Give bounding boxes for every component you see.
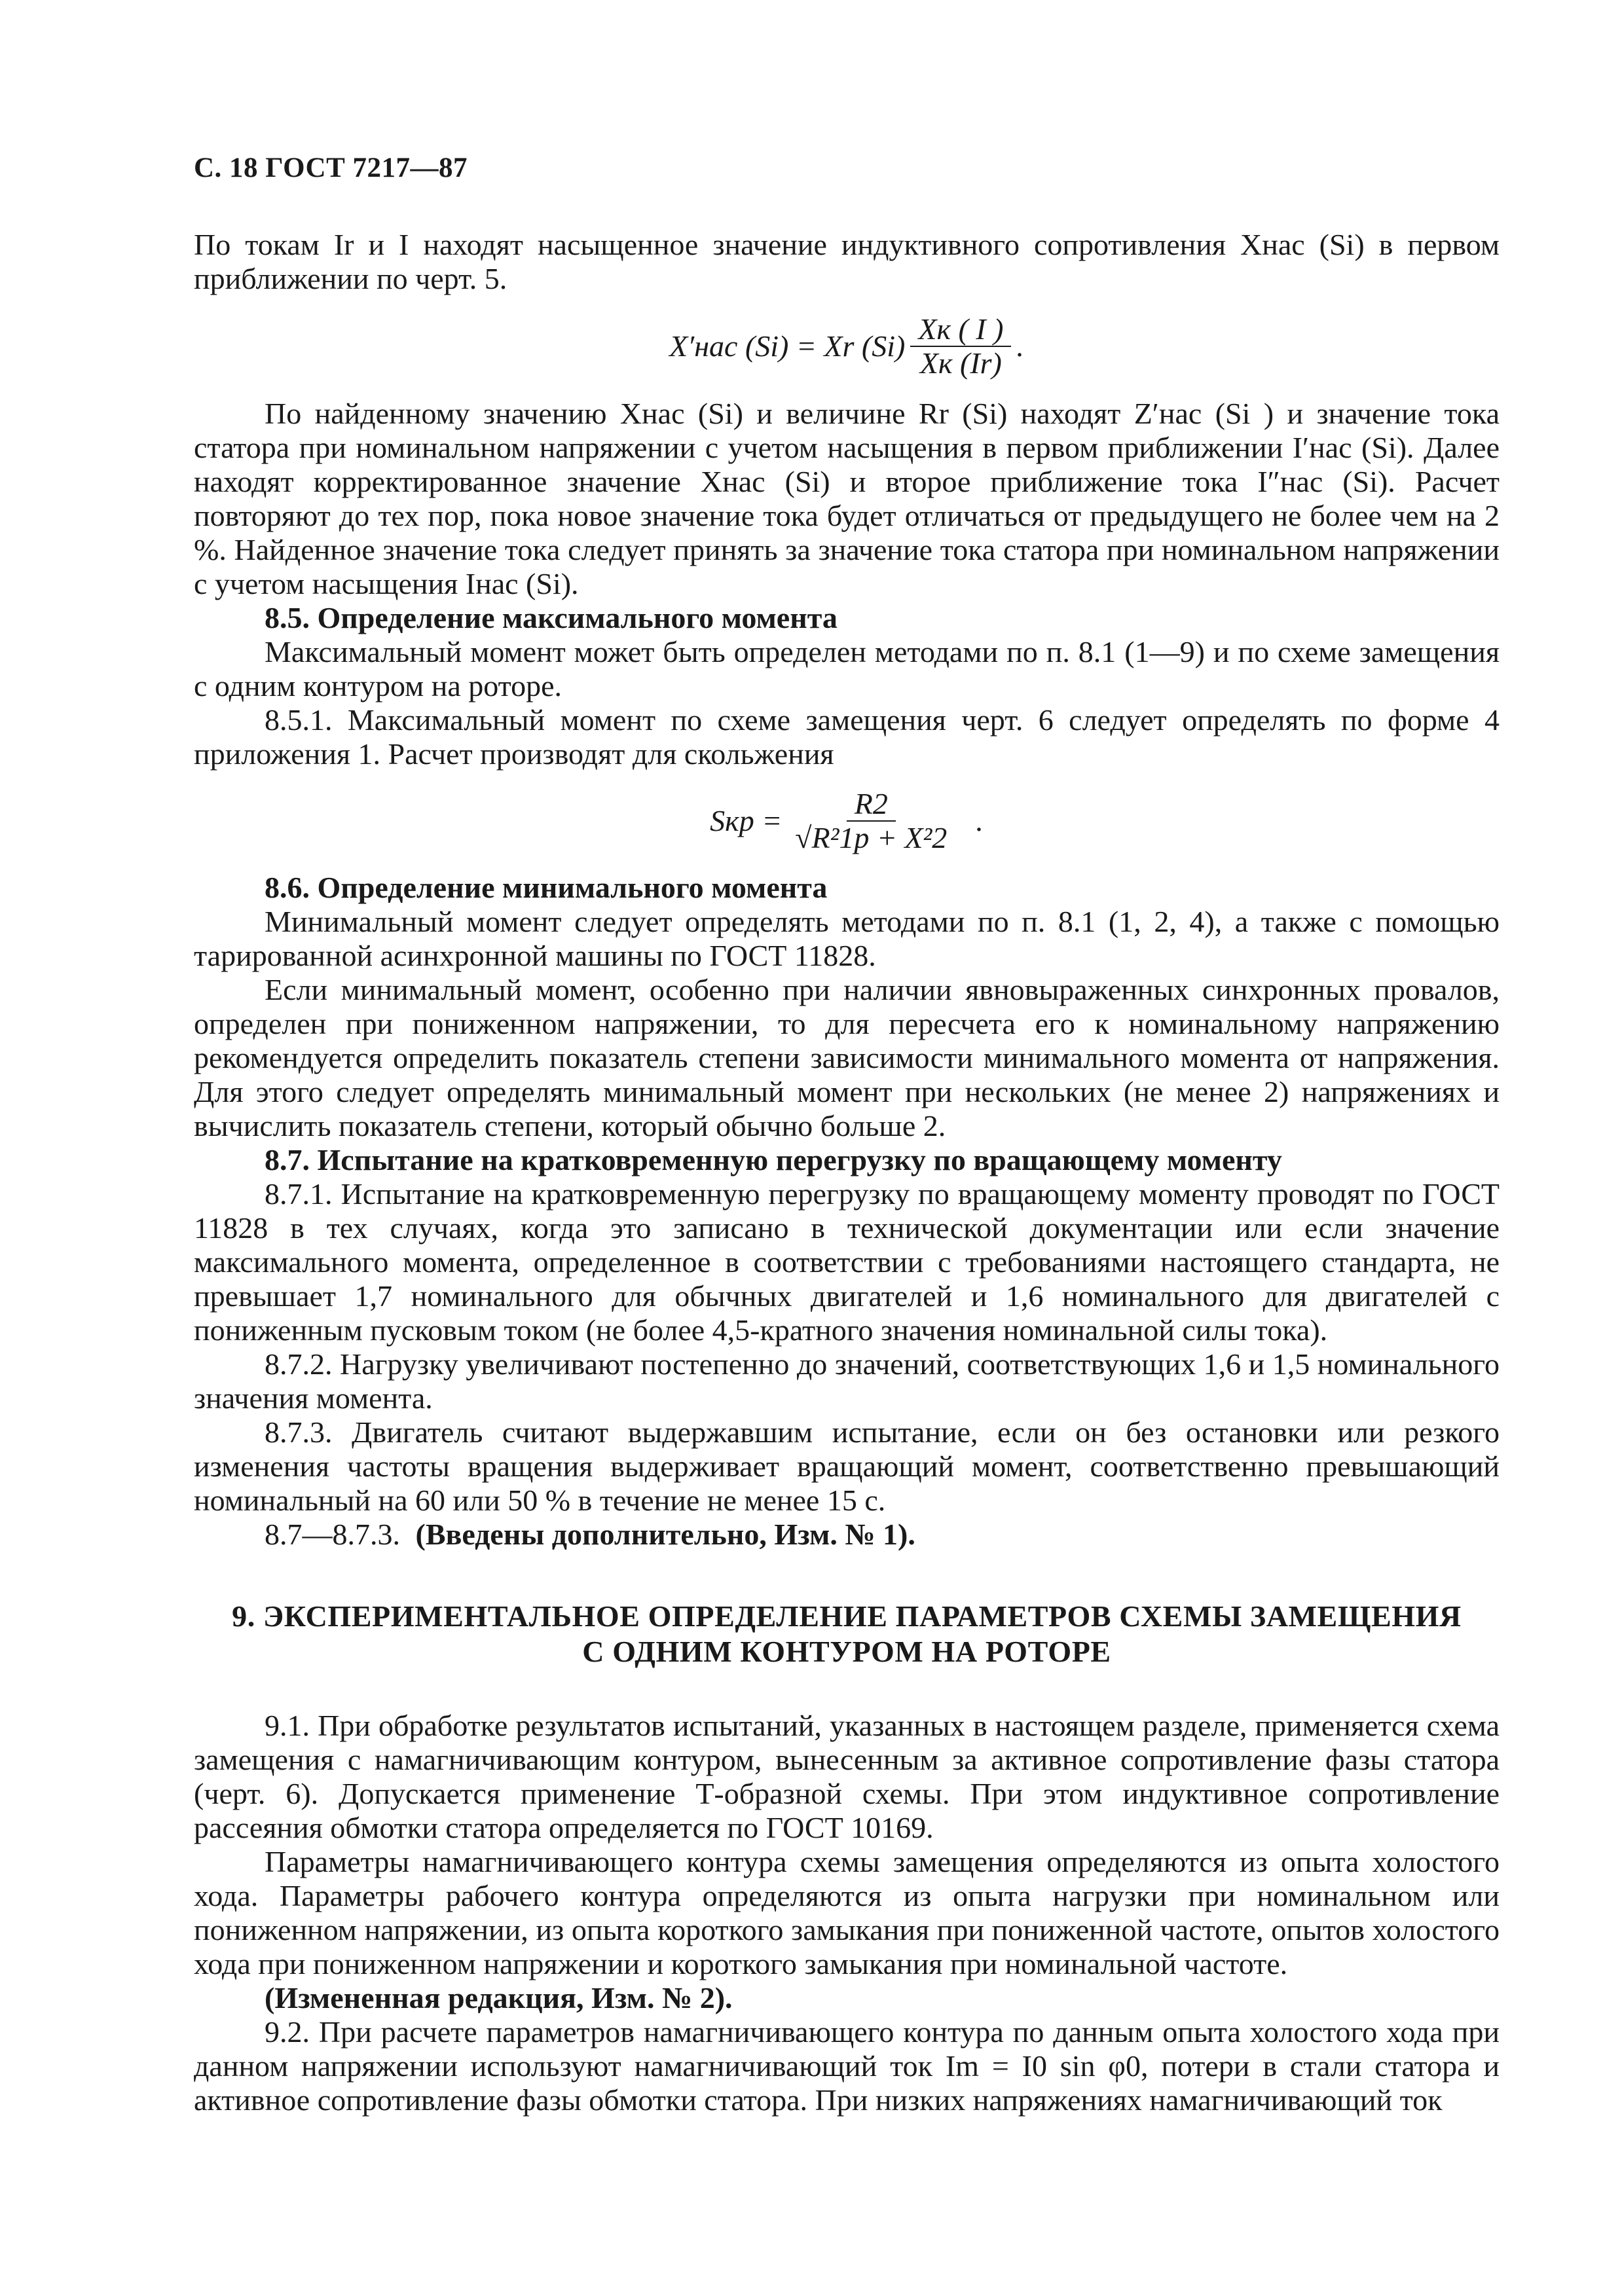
section-8-7-1-text: 8.7.1. Испытание на кратковременную перегрузку по вращающему моменту проводят по ГОСТ 11828 в тех случаях, когда это записано в технической документации или если значение максимального момента, определенное в соответствии с требованиями настоящего стандарта, не превышает 1,7 номинального для обычных двигателей и 1,6 номинального для двигателей с пониженным пусковым током (не более 4,5-кратного значения номинальной силы тока).: [194, 1177, 1500, 1347]
section-8-7-note: [194, 1518, 1500, 1552]
page-header: С. 18 ГОСТ 7217—87: [194, 153, 468, 183]
section-9-2-text: 9.2. При расчете параметров намагничивающего контура по данным опыта холостого хода при данном напряжении используют намагничивающий ток Im = I0 sin φ0, потери в стали статора и активное сопротивление фазы обмотки статора. При низких напряжениях намагничивающий ток: [194, 2015, 1500, 2117]
section-8-7-title: 8.7. Испытание на кратковременную перегрузку по вращающему моменту: [265, 1143, 1282, 1176]
paragraph-iteration: По найденному значению Xнас (Si) и величине Rr (Si) находят Z′нас (Si ) и значение тока статора при номинальном напряжении с учетом насыщения в первом приближении I′нас (Si). Далее находят корректированное значение Xнас (Si) и второе приближение тока I″нас (Si). Расчет повторяют до тех пор, пока новое значение тока будет отличаться от предыдущего не более чем на 2 %. Найденное значение тока следует принять за значение тока статора при номинальном напряжении с учетом насыщения Iнас (Si).: [194, 397, 1500, 600]
formula1-denominator: Xк (Ir): [919, 346, 1002, 380]
formula-saturated-reactance: [194, 308, 1500, 385]
paragraph-currents: По токам Ir и I находят насыщенное значение индуктивного сопротивления Xнас (Si) в первом приближении по черт. 5.: [194, 228, 1500, 295]
formula2-fraction: [787, 788, 955, 854]
formula1-lhs: X′нас (Si) = Xr (Si): [669, 329, 906, 363]
chapter-9-title-line-2: С ОДНИМ КОНТУРОМ НА РОТОРЕ: [582, 1635, 1111, 1668]
section-8-7-2-text: 8.7.2. Нагрузку увеличивают постепенно до значений, соответствующих 1,6 и 1,5 номинального значения момента.: [194, 1347, 1500, 1415]
section-9-1-text: 9.1. При обработке результатов испытаний, указанных в настоящем разделе, применяется схема замещения с намагничивающим контуром, вынесенным за активное сопротивление фазы статора (черт. 6). Допускается применение Т-образной схемы. При этом индуктивное сопротивление рассеяния обмотки статора определяется по ГОСТ 10169.: [194, 1709, 1500, 1844]
formula2-denominator: √R²1р + X²2: [795, 821, 948, 854]
formula1-tail: .: [1016, 329, 1024, 363]
section-8-5-text: Максимальный момент может быть определен методами по п. 8.1 (1—9) и по схеме замещения с одним контуром на роторе.: [194, 635, 1500, 702]
document-body: [194, 228, 1500, 2117]
formula1-fraction: [910, 313, 1011, 380]
section-9-1-note: (Измененная редакция, Изм. № 2).: [265, 1981, 733, 2014]
section-9-1-text-2: Параметры намагничивающего контура схемы замещения определяются из опыта холостого хода. Параметры рабочего контура определяются из опыта нагрузки при номинальном или пониженном напряжении, из опыта короткого замыкания при пониженной частоте, опытов холостого хода при пониженном напряжении и короткого замыкания при номинальной частоте.: [194, 1845, 1500, 1980]
chapter-9-title: [194, 1599, 1500, 1669]
formula2-lhs: Sкр =: [710, 804, 783, 837]
chapter-9-title-line-1: 9. ЭКСПЕРИМЕНТАЛЬНОЕ ОПРЕДЕЛЕНИЕ ПАРАМЕТРОВ СХЕМЫ ЗАМЕЩЕНИЯ: [232, 1599, 1462, 1633]
formula2-numerator: R2: [847, 788, 896, 822]
section-8-7-3-text: 8.7.3. Двигатель считают выдержавшим испытание, если он без остановки или резкого изменения частоты вращения выдерживает вращающий момент, соответственно превышающий номинальный на 60 или 50 % в течение не менее 15 с.: [194, 1415, 1500, 1517]
section-8-7-note-bold: (Введены дополнительно, Изм. № 1).: [415, 1518, 915, 1551]
formula-critical-slip: [194, 775, 1500, 867]
section-8-5-title: 8.5. Определение максимального момента: [265, 601, 838, 634]
section-8-5-1-text: 8.5.1. Максимальный момент по схеме замещения черт. 6 следует определять по форме 4 приложения 1. Расчет производят для скольжения: [194, 703, 1500, 771]
section-8-6-text-1: Минимальный момент следует определять методами по п. 8.1 (1, 2, 4), а также с помощью тарированной асинхронной машины по ГОСТ 11828.: [194, 905, 1500, 972]
formula1-numerator: Xк ( I ): [910, 313, 1011, 347]
formula2-tail: .: [976, 804, 984, 837]
section-8-6-title: 8.6. Определение минимального момента: [265, 871, 828, 904]
section-8-6-text-2: Если минимальный момент, особенно при наличии явновыраженных синхронных провалов, определен при пониженном напряжении, то для пересчета его к номинальному напряжению рекомендуется определить показатель степени зависимости минимального момента от напряжения. Для этого следует определять минимальный момент при нескольких (не менее 2) напряжениях и вычислить показатель степени, который обычно больше 2.: [194, 973, 1500, 1142]
section-8-7-note-prefix: 8.7—8.7.3.: [265, 1518, 400, 1551]
